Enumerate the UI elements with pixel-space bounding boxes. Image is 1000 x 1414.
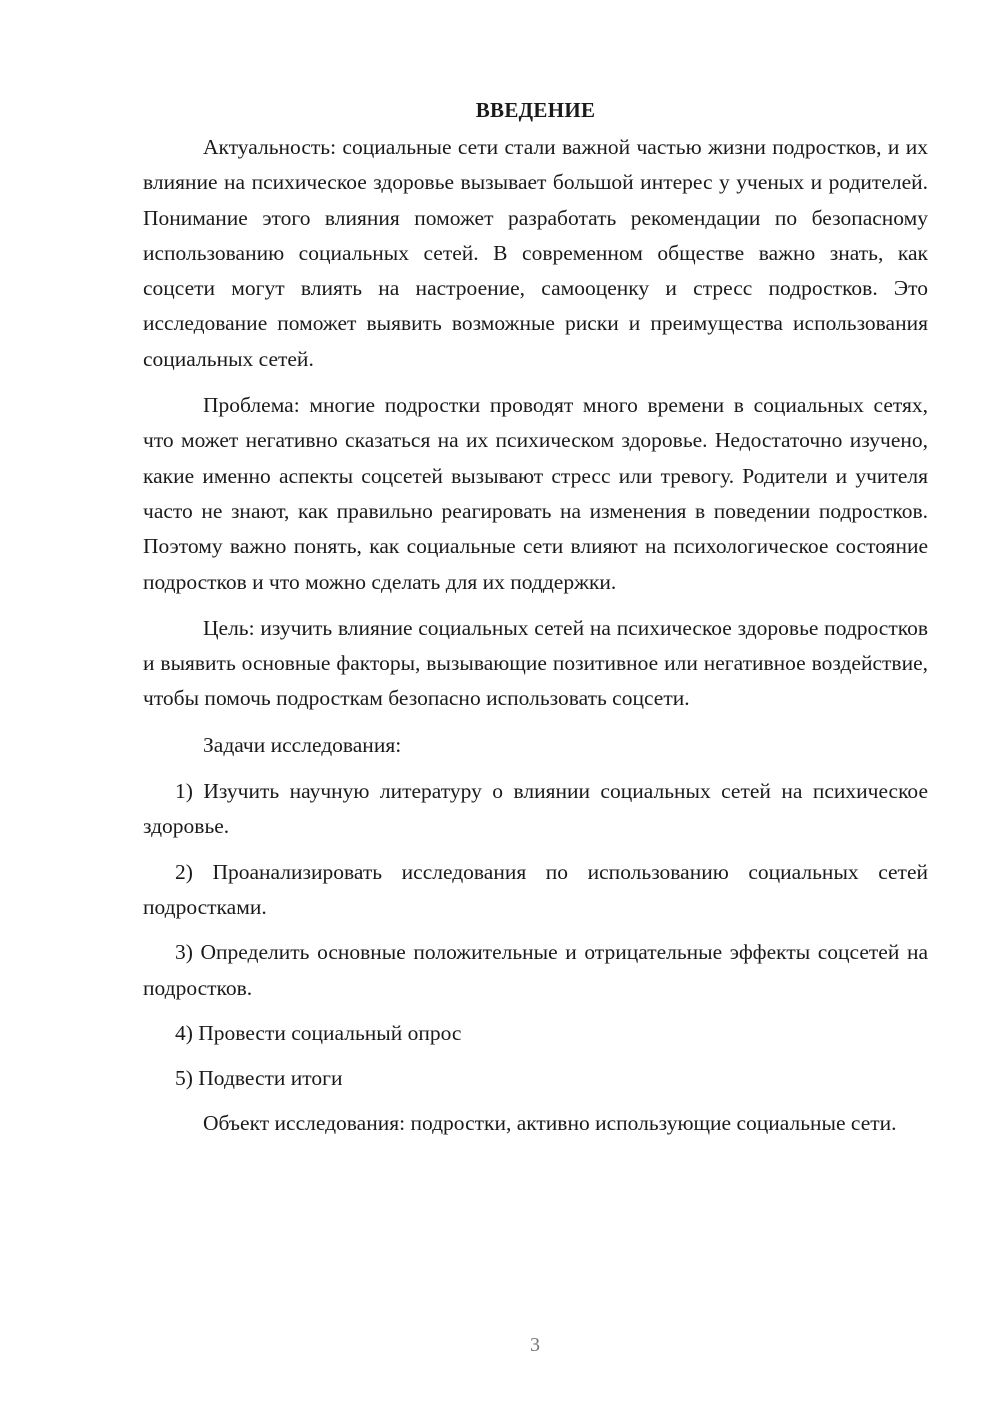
task-item-4: 4) Провести социальный опрос <box>175 1020 462 1045</box>
page-number: 3 <box>530 1334 540 1356</box>
paragraph-object: Объект исследования: подростки, активно использующие социальные сети. <box>203 1111 897 1136</box>
document-page <box>143 96 928 1153</box>
document-title: ВВЕДЕНИЕ <box>475 98 596 122</box>
task-item-5: 5) Подвести итоги <box>175 1066 343 1091</box>
paragraph-goal: Цель: изучить влияние социальных сетей на психическое здоровье подростков и выявить основные факторы, вызывающие позитивное или негативное воздействие, чтобы помочь подросткам безопасно использовать соцсети. <box>143 615 928 711</box>
paragraph-problem: Проблема: многие подростки проводят много времени в социальных сетях, что может негативно сказаться на их психическом здоровье. Недостаточно изучено, какие именно аспекты соцсетей вызывают стресс или тревогу. Родители и учителя часто не знают, как правильно реагировать на изменения в поведении подростков. Поэтому важно понять, как социальные сети влияют на психологическое состояние подростков и что можно сделать для их поддержки. <box>143 393 928 594</box>
tasks-heading: Задачи исследования: <box>203 732 402 757</box>
task-item-1: 1) Изучить научную литературу о влиянии социальных сетей на психическое здоровье. <box>143 779 928 839</box>
task-item-3: 3) Определить основные положительные и отрицательные эффекты соцсетей на подростков. <box>143 940 928 1000</box>
task-item-2: 2) Проанализировать исследования по использованию социальных сетей подростками. <box>143 859 928 919</box>
paragraph-relevance: Актуальность: социальные сети стали важной частью жизни подростков, и их влияние на психическое здоровье вызывает большой интерес у ученых и родителей. Понимание этого влияния поможет разработать рекомендации по безопасному использованию социальных сетей. В современном обществе важно знать, как соцсети могут влиять на настроение, самооценку и стресс подростков. Это исследование поможет выявить возможные риски и преимущества использования социальных сетей. <box>143 135 928 371</box>
